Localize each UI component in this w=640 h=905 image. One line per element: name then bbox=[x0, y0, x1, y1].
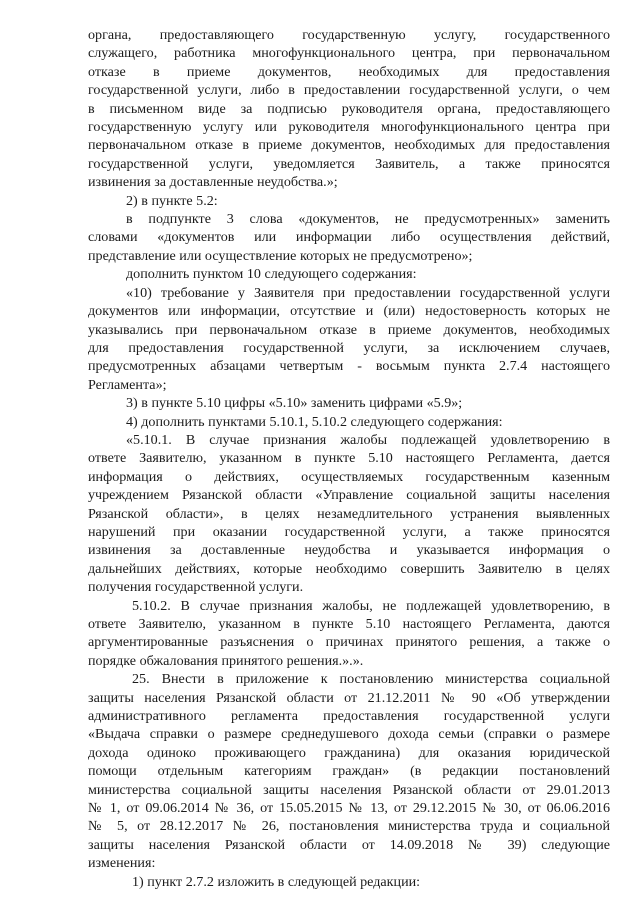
text-line: извинения за доставленные неудобства и указывается информация о bbox=[88, 542, 610, 559]
text-line: дохода одиноко проживающего гражданина) для оказания юридической bbox=[88, 744, 610, 761]
text-line: документов или информации, отсутствие и (или) недостоверность которых не bbox=[88, 303, 610, 320]
text-line: государственной услуги, либо в предоставлении государственной услуги, о чем bbox=[88, 82, 610, 99]
text-line: словами «документов или информации либо осуществления действий, bbox=[88, 229, 610, 246]
text-line: Рязанской области», в целях незамедлительного устранения выявленных bbox=[88, 505, 610, 522]
text-line: 3) в пункте 5.10 цифры «5.10» заменить цифрами «5.9»; bbox=[126, 395, 463, 412]
text-line: 2) в пункте 5.2: bbox=[126, 192, 218, 209]
text-line: дополнить пунктом 10 следующего содержания: bbox=[126, 266, 417, 283]
paragraph-p1 bbox=[88, 26, 610, 192]
text-line: получения государственной услуги. bbox=[88, 579, 304, 596]
text-line: защиты населения Рязанской области от 14.09.2018 № 39) следующие bbox=[88, 836, 610, 853]
text-line: в письменном виде за подписью руководителя органа, предоставляющего bbox=[88, 100, 610, 117]
text-line: ответе Заявителю, указанном в пункте 5.10 настоящего Регламента, дается bbox=[88, 450, 610, 467]
paragraph-p10 bbox=[88, 670, 610, 872]
text-line: представление или осуществление которых не предусмотрено»; bbox=[88, 247, 473, 264]
text-line: дальнейших действиях, которые необходимо совершить Заявителю в целях bbox=[88, 560, 610, 577]
text-line: органа, предоставляющего государственную услугу, государственного bbox=[88, 27, 610, 43]
text-line: аргументированные разъяснения о причинах принятого решения, а также о bbox=[88, 634, 610, 651]
text-line: помощи отдельным категориям граждан» (в редакции постановлений bbox=[88, 763, 610, 780]
text-line: защиты населения Рязанской области от 21.12.2011 № 90 «Об утверждении bbox=[88, 689, 610, 706]
text-line: изменения: bbox=[88, 855, 156, 872]
text-line: предусмотренных абзацами четвертым - восьмым пункта 2.7.4 настоящего bbox=[88, 358, 610, 375]
paragraph-p2 bbox=[88, 192, 610, 210]
text-line: первоначальном отказе в приеме документов, необходимых для предоставления bbox=[88, 137, 610, 154]
text-line: 5.10.2. В случае признания жалобы, не подлежащей удовлетворению, в bbox=[132, 597, 610, 614]
paragraph-p3 bbox=[88, 210, 610, 265]
text-line: для предоставления государственной услуги, за исключением случаев, bbox=[88, 339, 610, 356]
text-line: 25. Внести в приложение к постановлению министерства социальной bbox=[132, 671, 610, 688]
text-line: «10) требование у Заявителя при предоставлении государственной услуги bbox=[126, 284, 610, 301]
text-line: государственной услуги, уведомляется Заявитель, а также приносятся bbox=[88, 155, 610, 172]
text-line: информация о действиях, осуществляемых государственным казенным bbox=[88, 468, 610, 485]
text-line: нарушений при оказании государственной услуги, а также приносятся bbox=[88, 523, 610, 540]
text-line: порядке обжалования принятого решения.».». bbox=[88, 652, 364, 669]
text-line: извинения за доставленные неудобства.»; bbox=[88, 174, 338, 191]
text-line: 4) дополнить пунктами 5.10.1, 5.10.2 следующего содержания: bbox=[126, 413, 503, 430]
text-line: № 1, от 09.06.2014 № 36, от 15.05.2015 № 13, от 29.12.2015 № 30, от 06.06.2016 bbox=[88, 800, 610, 817]
text-line: 1) пункт 2.7.2 изложить в следующей редакции: bbox=[132, 873, 421, 890]
paragraph-p8 bbox=[88, 431, 610, 597]
text-line: № 5, от 28.12.2017 № 26, постановления министерства труда и социальной bbox=[88, 818, 610, 835]
text-line: учреждением Рязанской области «Управление социальной защиты населения bbox=[88, 487, 610, 504]
paragraph-p11 bbox=[88, 873, 610, 891]
text-line: в подпункте 3 слова «документов, не предусмотренных» заменить bbox=[126, 211, 610, 228]
text-line: отказе в приеме документов, необходимых для предоставления bbox=[88, 63, 610, 80]
text-line: государственную услугу или руководителя многофункционального центра при bbox=[88, 119, 610, 136]
text-line: указывались при первоначальном отказе в приеме документов, необходимых bbox=[88, 321, 610, 338]
text-line: министерства социальной защиты населения Рязанской области от 29.01.2013 bbox=[88, 781, 610, 798]
paragraph-p4 bbox=[88, 265, 610, 283]
text-line: служащего, работника многофункционального центра, при первоначальном bbox=[88, 45, 610, 62]
paragraph-p6 bbox=[88, 394, 610, 412]
text-line: «5.10.1. В случае признания жалобы подлежащей удовлетворению в bbox=[126, 431, 610, 448]
text-line: административного регламента предоставления государственной услуги bbox=[88, 708, 610, 725]
paragraph-p5 bbox=[88, 284, 610, 394]
text-line: «Выдача справки о размере среднедушевого дохода семьи (справки о размере bbox=[88, 726, 610, 743]
paragraph-p7 bbox=[88, 413, 610, 431]
paragraph-p9 bbox=[88, 597, 610, 671]
text-line: ответе Заявителю, указанном в пункте 5.10 настоящего Регламента, даются bbox=[88, 616, 610, 632]
text-line: Регламента»; bbox=[88, 376, 167, 393]
